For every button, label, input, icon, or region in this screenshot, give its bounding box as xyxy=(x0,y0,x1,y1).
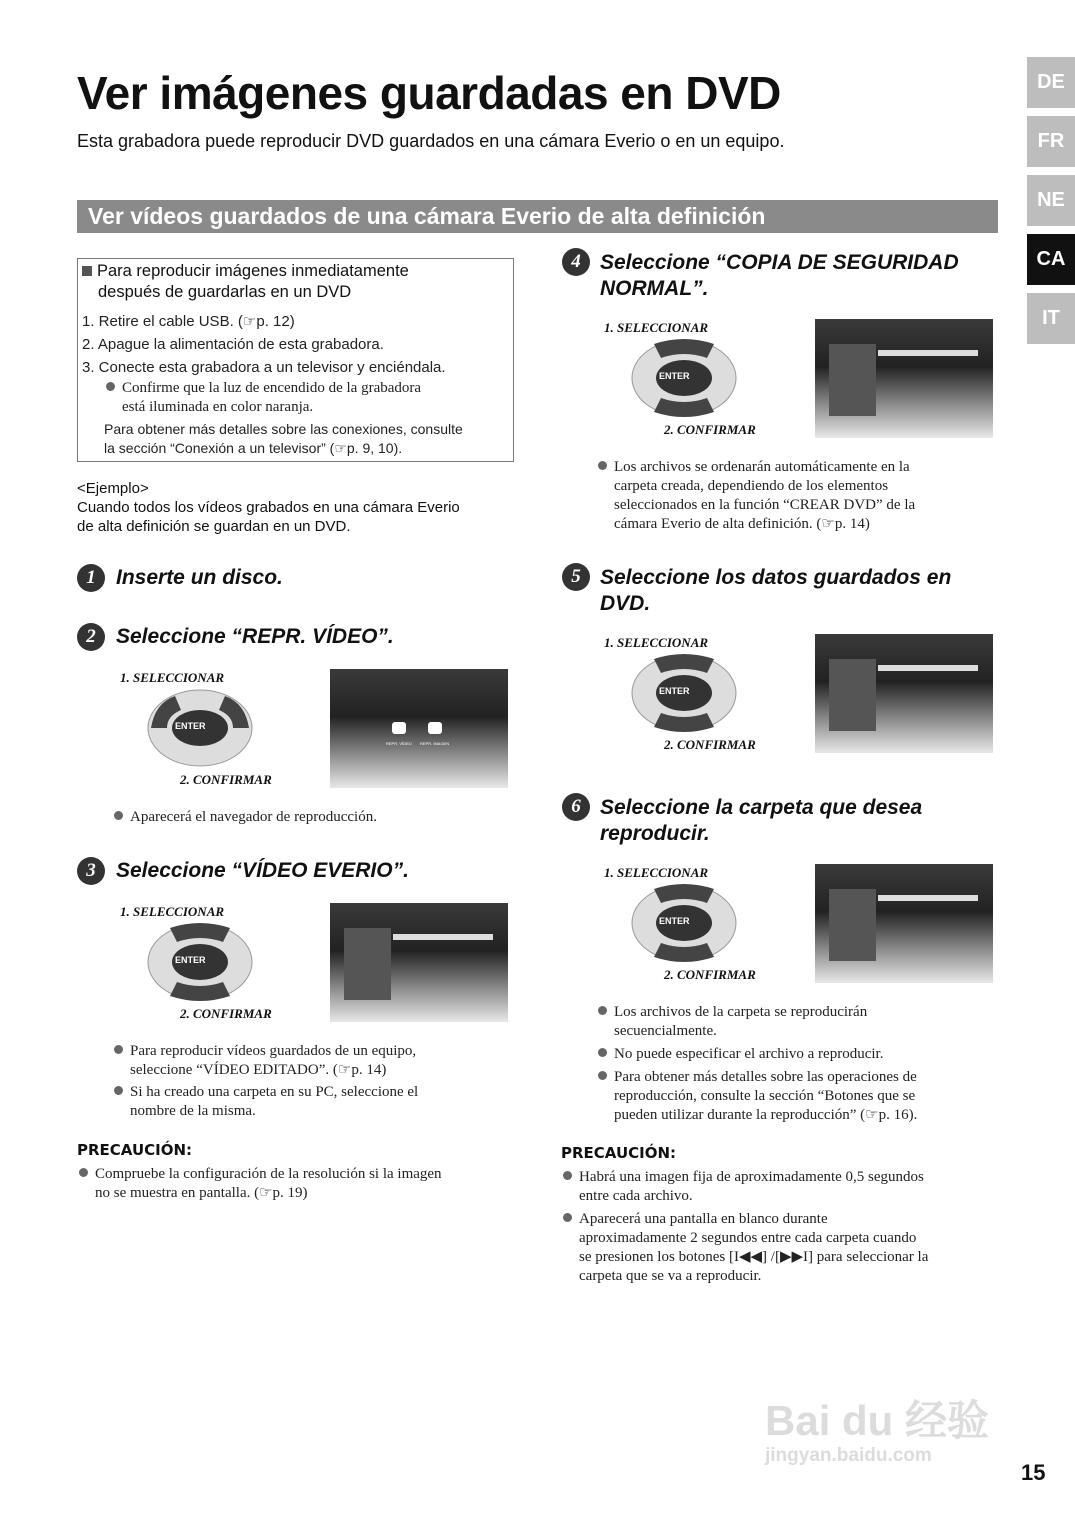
info-box-steps: 1. Retire el cable USB. (☞p. 12) 2. Apague la alimentación de esta grabadora. 3. Conecte esta grabadora a un televisor y enciéndala. xyxy=(82,313,446,376)
step-number: 5 xyxy=(562,563,590,591)
precaution-right-1: Habrá una imagen fija de aproximadamente 0,5 segundos entre cada archivo. xyxy=(563,1168,924,1206)
tv-screen-5 xyxy=(815,864,993,983)
step-4-text: Seleccione “COPIA DE SEGURIDAD NORMAL”. xyxy=(600,251,959,300)
select-label: 1. SELECCIONAR xyxy=(120,670,225,685)
step-number: 4 xyxy=(562,248,590,276)
section-title: Ver vídeos guardados de una cámara Everio de alta definición xyxy=(77,200,998,233)
tab-fr[interactable]: FR xyxy=(1027,116,1075,167)
tab-de[interactable]: DE xyxy=(1027,57,1075,108)
enter-button-label: ENTER xyxy=(175,721,206,731)
page-number: 15 xyxy=(1021,1460,1046,1485)
tv-screen-3 xyxy=(815,319,993,438)
step-3-text: Seleccione “VÍDEO EVERIO”. xyxy=(116,859,409,882)
precaution-right-2: Aparecerá una pantalla en blanco durante aproximadamente 2 segundos entre cada carpeta cuando se presionen los botones [I◀◀] /[▶▶I] para seleccionar la carpeta que se va a reproducir. xyxy=(563,1210,928,1286)
note-s6c: Para obtener más detalles sobre las operaciones de reproducción, consulte la sección “Botones que se pueden utilizar durante la reproducción” (☞p. 16). xyxy=(598,1068,917,1125)
remote-diagram: 1. SELECCIONAR ENTER 2. CONFIRMAR xyxy=(120,904,272,1021)
note-s6b: No puede especificar el archivo a reproducir. xyxy=(598,1045,883,1064)
bullet-icon xyxy=(106,382,115,391)
info-box-heading: Para reproducir imágenes inmediatamente después de guardarlas en un DVD xyxy=(82,261,409,303)
square-bullet-icon xyxy=(82,266,92,276)
tv-screen-4 xyxy=(815,634,993,753)
remote-diagram: 1. SELECCIONAR ENTER 2. CONFIRMAR xyxy=(604,635,756,752)
watermark-logo: Bai du 经验 xyxy=(765,1397,990,1444)
info-box-note: Para obtener más detalles sobre las conexiones, consulte la sección “Conexión a un televisor” (☞p. 9, 10). xyxy=(104,421,463,456)
tab-it[interactable]: IT xyxy=(1027,293,1075,344)
step-number: 6 xyxy=(562,793,590,821)
step-number: 2 xyxy=(77,623,105,651)
page-title: Ver imágenes guardadas en DVD xyxy=(77,67,781,119)
video-camera-icon xyxy=(392,722,406,734)
precaution-label: PRECAUCIÓN: xyxy=(561,1144,677,1162)
photo-camera-icon xyxy=(428,722,442,734)
note-s2: Aparecerá el navegador de reproducción. xyxy=(114,808,377,827)
note-s3a: Para reproducir vídeos guardados de un equipo, seleccione “VÍDEO EDITADO”. (☞p. 14) xyxy=(114,1042,416,1080)
precaution-label: PRECAUCIÓN: xyxy=(77,1141,193,1159)
remote-diagram: 1. SELECCIONAR ENTER 2. CONFIRMAR xyxy=(604,320,756,437)
step-6-text: Seleccione la carpeta que desea reproducir. xyxy=(600,796,923,845)
precaution-left: Compruebe la configuración de la resolución si la imagen no se muestra en pantalla. (☞p. 19) xyxy=(79,1165,442,1203)
confirm-label: 2. CONFIRMAR xyxy=(180,772,272,787)
tab-ne[interactable]: NE xyxy=(1027,175,1075,226)
step-number: 3 xyxy=(77,857,105,885)
tab-ca[interactable]: CA xyxy=(1027,234,1075,285)
step-5-text: Seleccione los datos guardados en DVD. xyxy=(600,566,952,615)
example-text: <Ejemplo> Cuando todos los vídeos grabados en una cámara Everio de alta definición se guardan en un DVD. xyxy=(77,480,460,535)
watermark-url: jingyan.baidu.com xyxy=(765,1445,932,1466)
step-1-text: Inserte un disco. xyxy=(116,566,283,589)
note-s3b: Si ha creado una carpeta en su PC, seleccione el nombre de la misma. xyxy=(114,1083,418,1121)
remote-diagram: 1. SELECCIONAR ENTER 2. CONFIRMAR xyxy=(604,865,756,982)
note-s4: Los archivos se ordenarán automáticamente en la carpeta creada, dependiendo de los elementos seleccionados en la función “CREAR DVD” de la cámara Everio de alta definición. (☞p. 14) xyxy=(598,458,915,534)
note-s6a: Los archivos de la carpeta se reproducirán secuencialmente. xyxy=(598,1003,867,1041)
tv-screen-2 xyxy=(330,903,508,1022)
info-box-sub: Confirme que la luz de encendido de la grabadora está iluminada en color naranja. xyxy=(106,379,421,417)
intro-text: Esta grabadora puede reproducir DVD guardados en una cámara Everio o en un equipo. xyxy=(77,131,785,151)
step-number: 1 xyxy=(77,564,105,592)
remote-diagram xyxy=(120,670,300,788)
step-2-text: Seleccione “REPR. VÍDEO”. xyxy=(116,625,394,648)
tv-screen-1: REPR. VÍDEO REPR. IMAGEN xyxy=(330,669,508,788)
